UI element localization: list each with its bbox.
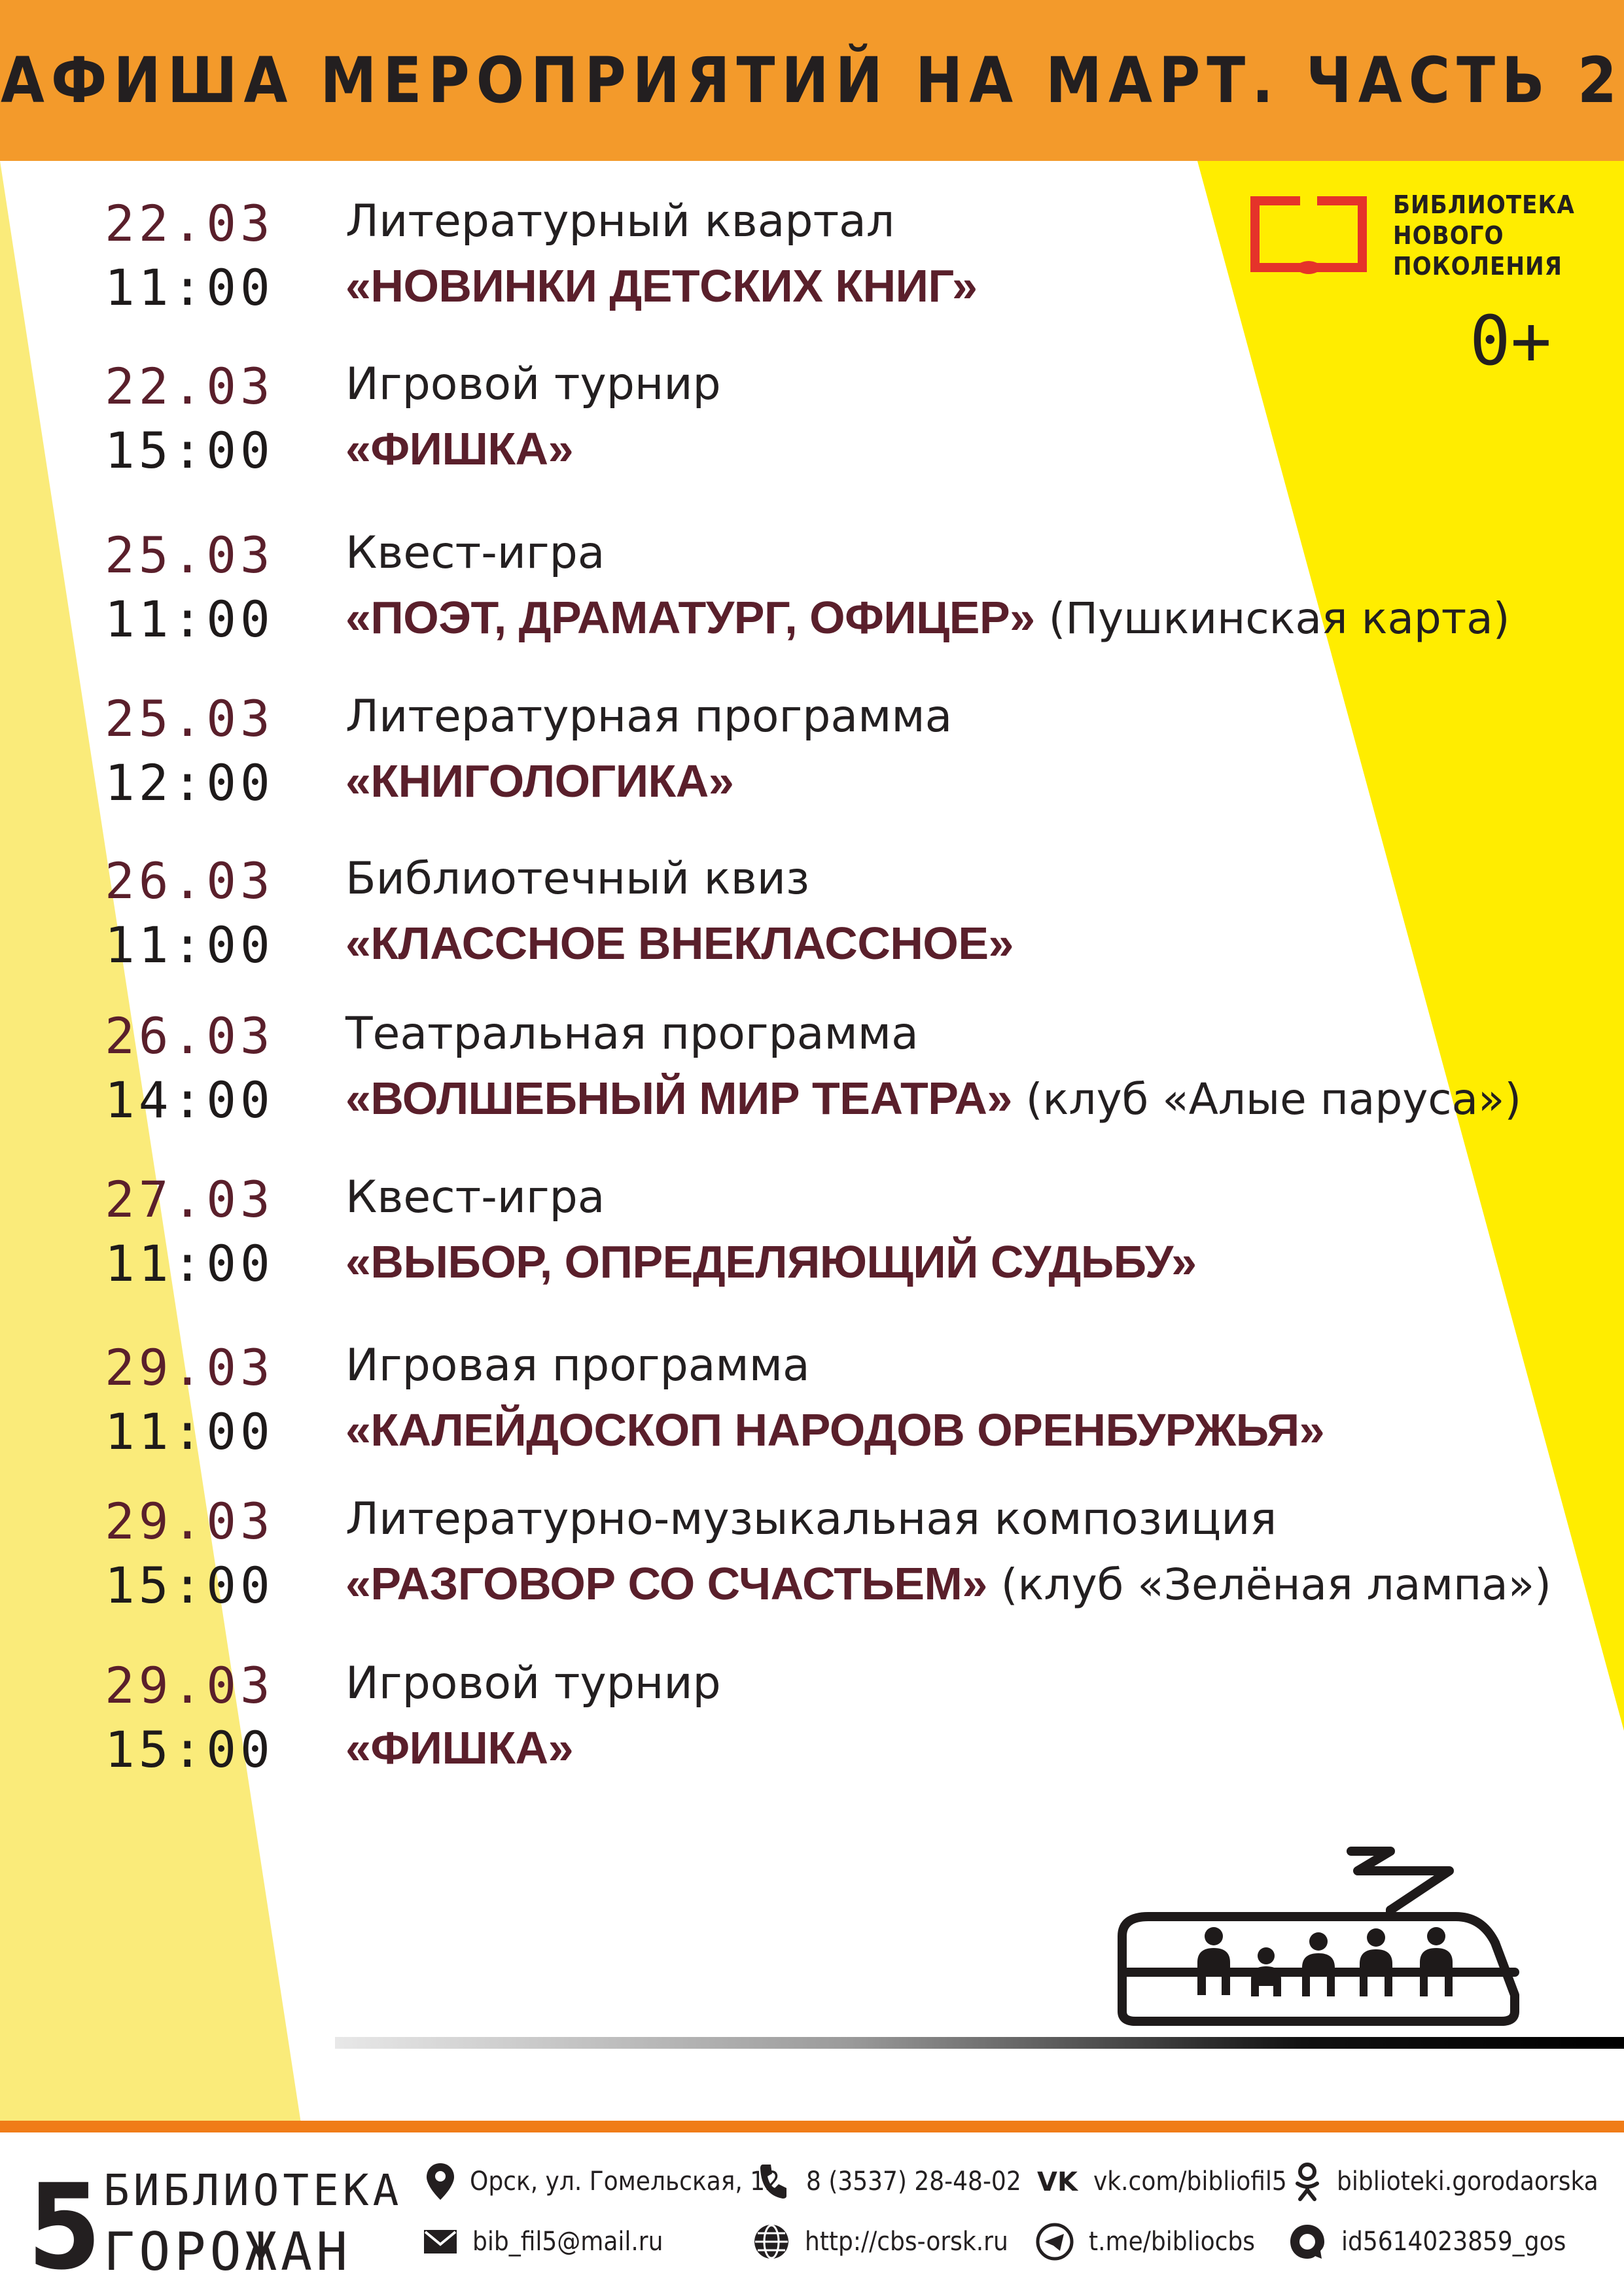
logo-line-2: НОВОГО — [1393, 221, 1504, 250]
event-name: «НОВИНКИ ДЕТСКИХ КНИГ» — [345, 260, 978, 311]
event-name: «ФИШКА» — [345, 1722, 574, 1773]
event-type: Квест-игра — [345, 527, 605, 579]
footer-divider — [0, 2121, 1624, 2132]
event-date: 26.03 — [105, 1007, 274, 1065]
svg-text:VK: VK — [1037, 2168, 1078, 2195]
event-date: 29.03 — [105, 1492, 274, 1550]
contact-telegram[interactable] — [1035, 2219, 1255, 2265]
website-text[interactable]: http://cbs-orsk.ru — [805, 2227, 1008, 2257]
event-time: 11:00 — [105, 258, 274, 317]
event-date: 25.03 — [105, 689, 274, 748]
address-text: Орск, ул. Гомельская, 12 — [470, 2166, 781, 2197]
event-row — [0, 1656, 1624, 1794]
chat-bubble-icon — [1288, 2222, 1327, 2261]
email-text[interactable]: bib_fil5@mail.ru — [472, 2227, 663, 2257]
page-title: АФИША МЕРОПРИЯТИЙ НА МАРТ. ЧАСТЬ 2 — [1, 44, 1623, 117]
contact-address — [425, 2159, 780, 2204]
event-row — [0, 1492, 1624, 1629]
phone-text[interactable]: 8 (3537) 28-48-02 — [806, 2166, 1021, 2197]
logo-line-1: БИБЛИОТЕКА — [1393, 190, 1575, 219]
event-name: «ВЫБОР, ОПРЕДЕЛЯЮЩИЙ СУДЬБУ» — [345, 1236, 1197, 1287]
event-name: «ФИШКА» — [345, 423, 574, 474]
event-note: (клуб «Зелёная лампа») — [987, 1559, 1551, 1610]
event-date: 25.03 — [105, 526, 274, 584]
event-row — [0, 852, 1624, 989]
event-row — [0, 1338, 1624, 1476]
event-name: «РАЗГОВОР СО СЧАСТЬЕМ» — [345, 1558, 987, 1609]
event-name: «КАЛЕЙДОСКОП НАРОДОВ ОРЕНБУРЖЬЯ» — [345, 1404, 1325, 1455]
event-time: 11:00 — [105, 590, 274, 648]
brand-number: 5 — [27, 2159, 101, 2296]
event-date: 22.03 — [105, 194, 274, 252]
vk-icon — [1037, 2168, 1079, 2195]
event-time: 15:00 — [105, 1720, 274, 1779]
event-date: 29.03 — [105, 1656, 274, 1714]
mail-icon — [423, 2229, 458, 2255]
event-row — [0, 526, 1624, 663]
event-time: 15:00 — [105, 421, 274, 479]
event-time: 14:00 — [105, 1071, 274, 1129]
tram-rail — [335, 2037, 1624, 2049]
vk-text[interactable]: vk.com/bibliofil5 — [1093, 2166, 1287, 2197]
event-type: Квест-игра — [345, 1172, 605, 1223]
event-type: Литературная программа — [345, 691, 953, 742]
event-date: 27.03 — [105, 1170, 274, 1228]
odnoklassniki-icon — [1292, 2161, 1322, 2202]
logo-line-3: ПОКОЛЕНИЯ — [1393, 252, 1562, 281]
event-name: «КНИГОЛОГИКА» — [345, 756, 734, 807]
max-text[interactable]: id5614023859_gos — [1341, 2227, 1566, 2257]
event-name: «ВОЛШЕБНЫЙ МИР ТЕАТРА» — [345, 1073, 1012, 1124]
event-date: 22.03 — [105, 357, 274, 415]
event-row — [0, 1007, 1624, 1144]
age-rating: 0+ — [1470, 301, 1552, 381]
brand-line-1: БИБЛИОТЕКА — [103, 2165, 403, 2216]
event-time: 11:00 — [105, 1234, 274, 1293]
event-note: (клуб «Алые паруса») — [1012, 1074, 1522, 1124]
ok-text[interactable]: biblioteki.gorodaorska — [1337, 2166, 1598, 2197]
brand-line-2: ГОРОЖАН — [103, 2221, 352, 2282]
event-name: «КЛАССНОЕ ВНЕКЛАССНОЕ» — [345, 918, 1014, 969]
event-type: Литературно-музыкальная композиция — [345, 1493, 1277, 1545]
contact-phone[interactable] — [758, 2159, 1021, 2204]
event-time: 15:00 — [105, 1556, 274, 1614]
contact-website[interactable] — [752, 2219, 1008, 2265]
telegram-text[interactable]: t.me/bibliocbs — [1089, 2227, 1255, 2257]
globe-icon — [752, 2223, 790, 2261]
event-type: Игровой турнир — [345, 1658, 721, 1709]
event-type: Игровая программа — [345, 1340, 810, 1391]
event-name: «ПОЭТ, ДРАМАТУРГ, ОФИЦЕР» — [345, 592, 1035, 643]
event-type: Игровой турнир — [345, 358, 721, 410]
contact-ok[interactable] — [1292, 2159, 1598, 2204]
event-type: Библиотечный квиз — [345, 853, 810, 905]
map-pin-icon — [425, 2162, 455, 2201]
event-note: (Пушкинская карта) — [1034, 593, 1510, 644]
event-row — [0, 194, 1624, 332]
event-row — [0, 1170, 1624, 1308]
contact-vk[interactable] — [1037, 2159, 1287, 2204]
event-type: Театральная программа — [345, 1008, 919, 1060]
phone-icon — [758, 2162, 792, 2201]
event-row — [0, 357, 1624, 495]
event-time: 11:00 — [105, 916, 274, 974]
event-row — [0, 689, 1624, 827]
contact-max[interactable] — [1288, 2219, 1566, 2265]
event-time: 11:00 — [105, 1402, 274, 1461]
contact-email[interactable] — [423, 2219, 663, 2265]
event-time: 12:00 — [105, 754, 274, 812]
telegram-icon — [1035, 2222, 1074, 2261]
header-bar — [0, 0, 1624, 161]
event-date: 29.03 — [105, 1338, 274, 1397]
event-type: Литературный квартал — [345, 196, 895, 247]
event-date: 26.03 — [105, 852, 274, 910]
tram-icon — [1083, 1825, 1534, 2047]
